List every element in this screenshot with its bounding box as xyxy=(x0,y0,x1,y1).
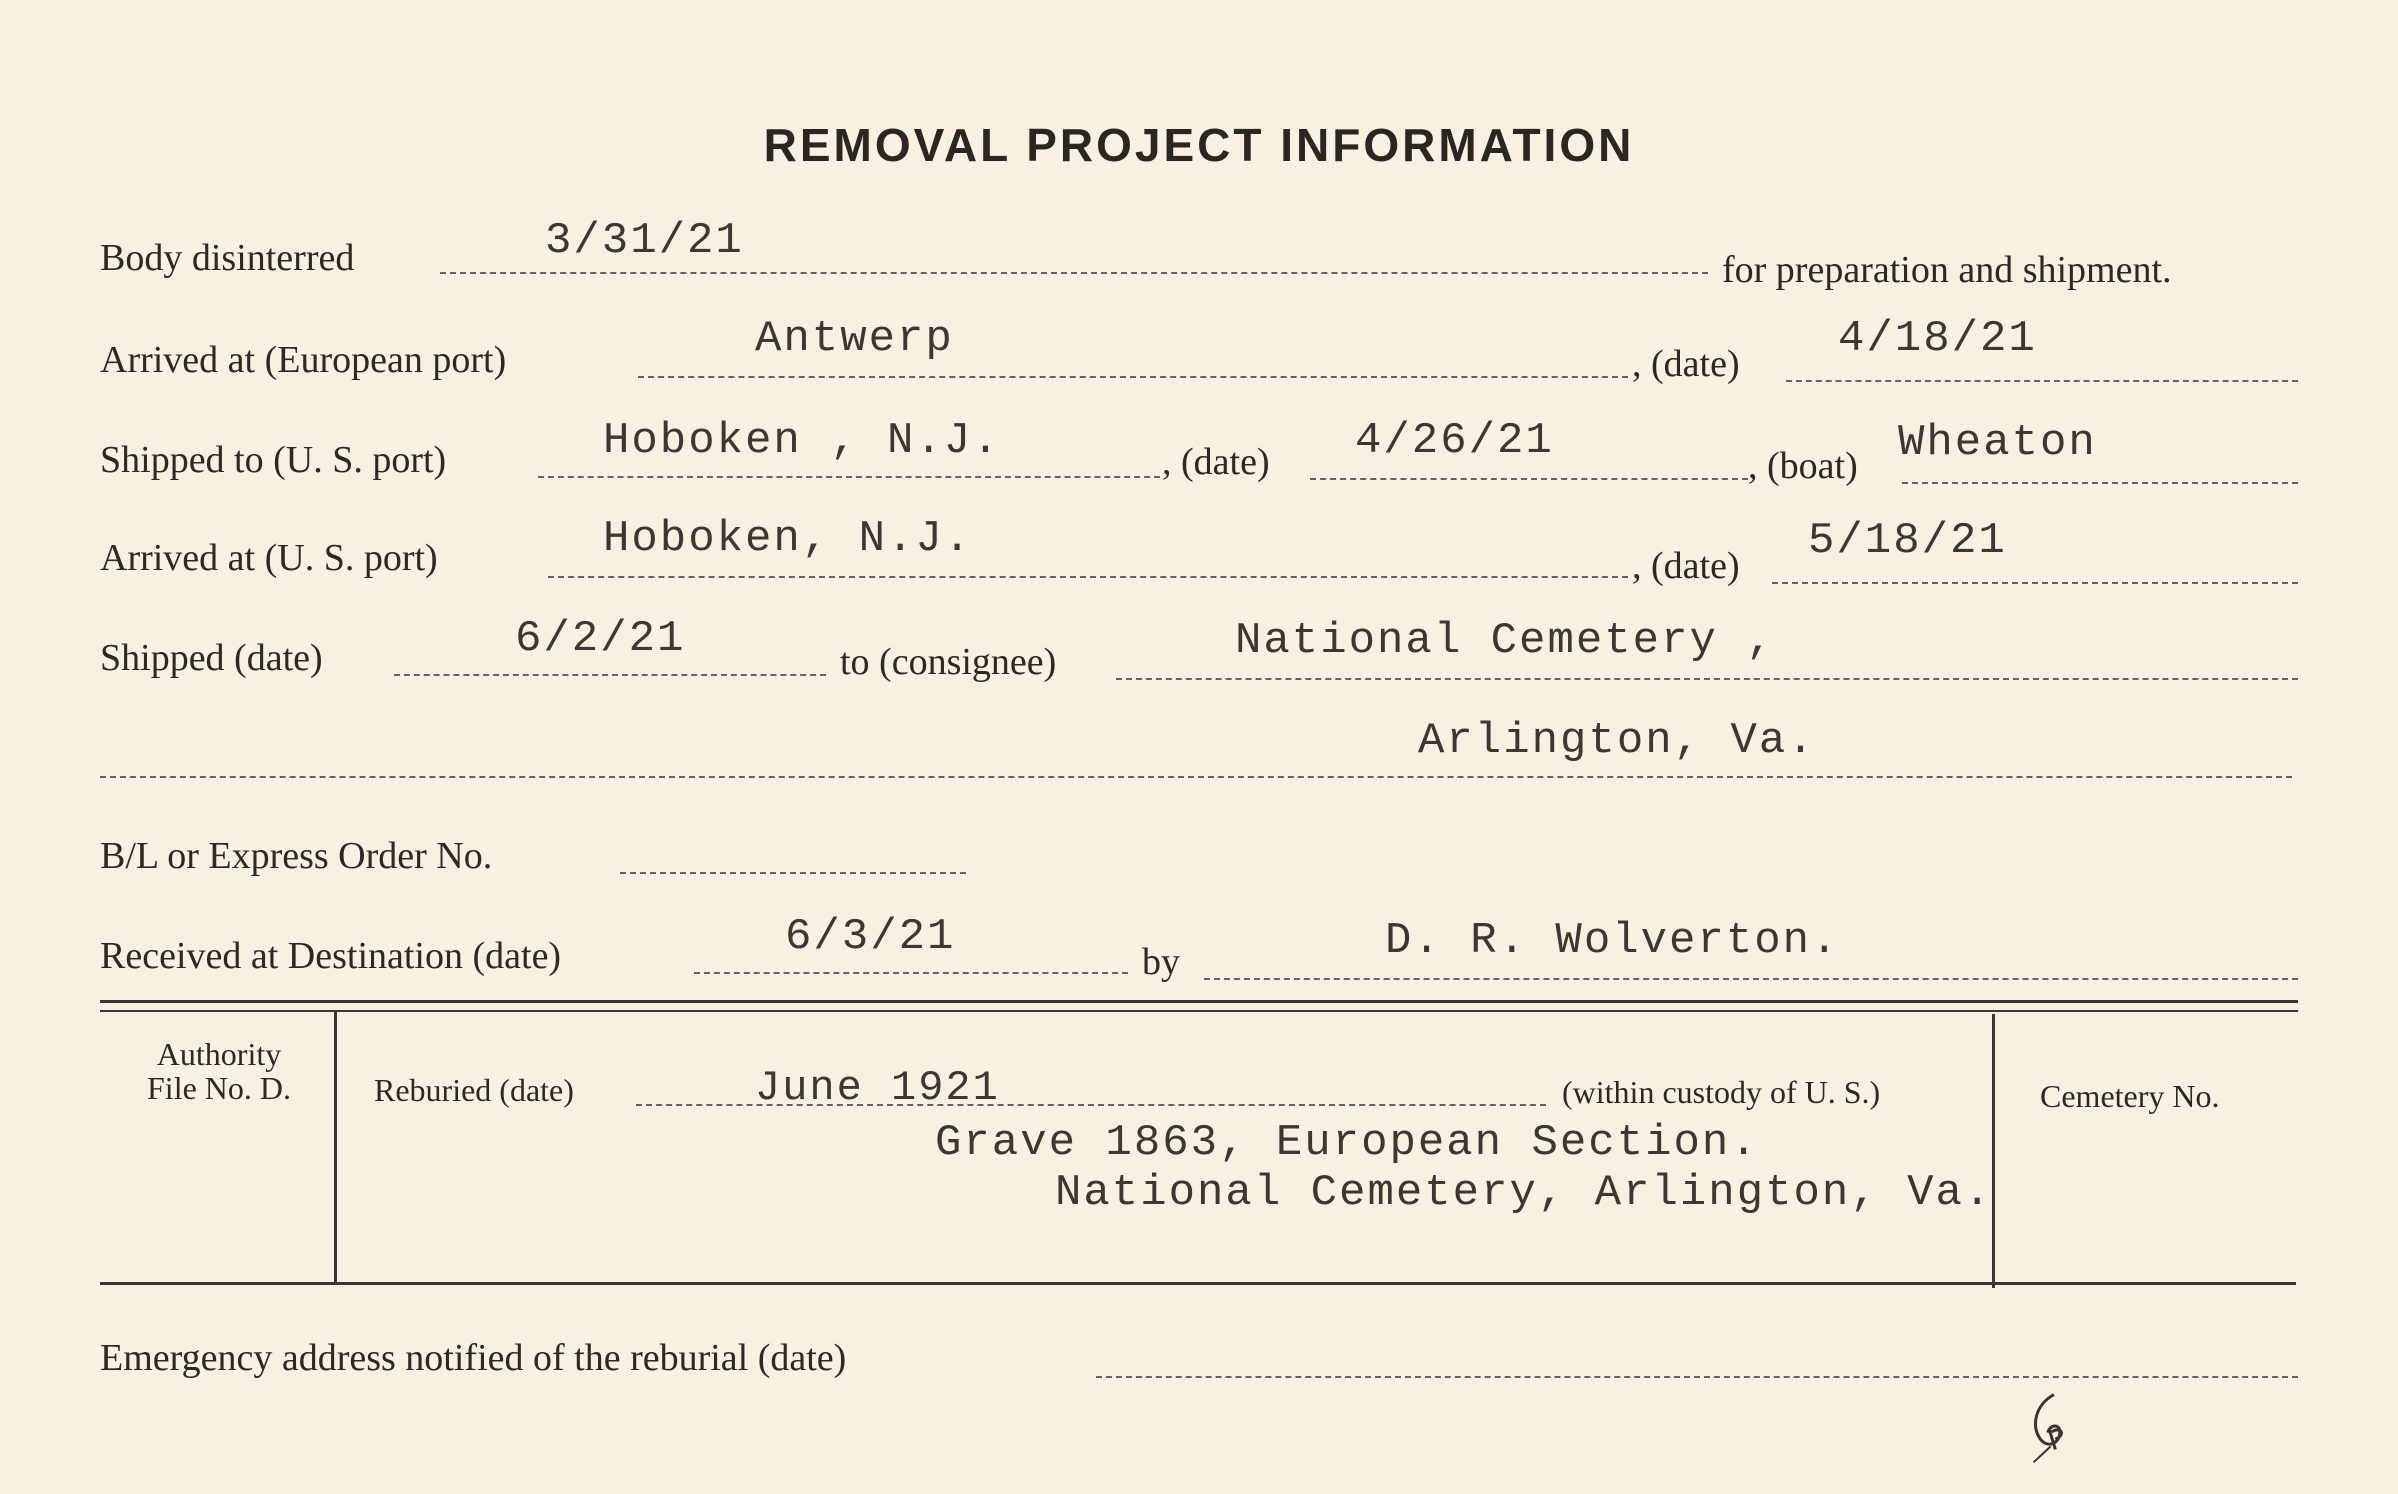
bl-order-label: B/L or Express Order No. xyxy=(100,835,493,877)
boat-label: , (boat) xyxy=(1748,445,1858,487)
emergency-line xyxy=(1096,1376,2298,1378)
consignee-ship-date-value: 6/2/21 xyxy=(515,614,686,664)
european-date-label: , (date) xyxy=(1632,343,1740,385)
top-double-rule-a xyxy=(100,1000,2298,1003)
boat-value: Wheaton xyxy=(1898,418,2097,468)
body-disinterred-line xyxy=(440,272,1708,274)
received-dest-label: Received at Destination (date) xyxy=(100,935,562,977)
body-disinterred-label: Body disinterred xyxy=(100,237,355,279)
consignee-line-2 xyxy=(100,776,2292,778)
arrived-us-line xyxy=(548,576,1628,578)
handwritten-initials-mark xyxy=(2013,1383,2087,1466)
received-date-value: 6/3/21 xyxy=(785,912,956,962)
reburied-date-value: June 1921 xyxy=(755,1064,1000,1112)
within-custody-label: (within custody of U. S.) xyxy=(1562,1074,1881,1110)
authority-label-line2: File No. D. xyxy=(147,1070,291,1106)
disinterred-date-value: 3/31/21 xyxy=(545,216,744,266)
reburied-date-label: Reburied (date) xyxy=(374,1072,574,1108)
bottom-rule xyxy=(100,1282,2296,1285)
shipped-date-row-label: Shipped (date) xyxy=(100,637,323,679)
shipped-date-line xyxy=(1310,478,1748,480)
received-date-line xyxy=(694,972,1128,974)
received-by-line xyxy=(1204,978,2298,980)
arrived-european-line xyxy=(638,376,1628,378)
shipped-to-line xyxy=(538,476,1160,478)
emergency-label: Emergency address notified of the reburial (date) xyxy=(100,1337,847,1379)
arrived-us-label: Arrived at (U. S. port) xyxy=(100,537,438,579)
consignee-line2-value: Arlington, Va. xyxy=(1418,716,1816,766)
boat-line xyxy=(1902,482,2298,484)
to-consignee-label: to (consignee) xyxy=(840,641,1057,683)
top-double-rule-b xyxy=(100,1010,2298,1012)
arrived-date-line xyxy=(1772,582,2298,584)
cemetery-no-label: Cemetery No. xyxy=(2040,1078,2220,1114)
arrived-european-label: Arrived at (European port) xyxy=(100,339,507,381)
authority-label-line1: Authority xyxy=(156,1036,282,1072)
european-port-value: Antwerp xyxy=(755,314,954,364)
arrived-date-label: , (date) xyxy=(1632,545,1740,587)
cemetery-divider xyxy=(1992,1014,1995,1288)
grave-line2-value: National Cemetery, Arlington, Va. xyxy=(1055,1168,1993,1218)
bl-order-line xyxy=(620,872,966,874)
by-label: by xyxy=(1142,941,1180,983)
european-date-value: 4/18/21 xyxy=(1838,314,2037,364)
consignee-ship-date-line xyxy=(394,674,826,676)
received-by-value: D. R. Wolverton. xyxy=(1385,916,1840,966)
shipped-to-label: Shipped to (U. S. port) xyxy=(100,439,447,481)
arrived-date-value: 5/18/21 xyxy=(1808,516,2007,566)
for-preparation-label: for preparation and shipment. xyxy=(1722,249,2172,291)
card-title: REMOVAL PROJECT INFORMATION xyxy=(763,119,1635,171)
shipped-date-value: 4/26/21 xyxy=(1355,416,1554,466)
us-port-shipped-value: Hoboken , N.J. xyxy=(603,416,1001,466)
authority-divider xyxy=(334,1010,337,1282)
grave-line1-value: Grave 1863, European Section. xyxy=(935,1118,1759,1168)
consignee-line1-value: National Cemetery , xyxy=(1235,616,1775,666)
us-port-arrived-value: Hoboken, N.J. xyxy=(603,514,973,564)
european-date-line xyxy=(1786,380,2298,382)
consignee-line-1 xyxy=(1116,678,2298,680)
shipped-date-label: , (date) xyxy=(1162,441,1270,483)
